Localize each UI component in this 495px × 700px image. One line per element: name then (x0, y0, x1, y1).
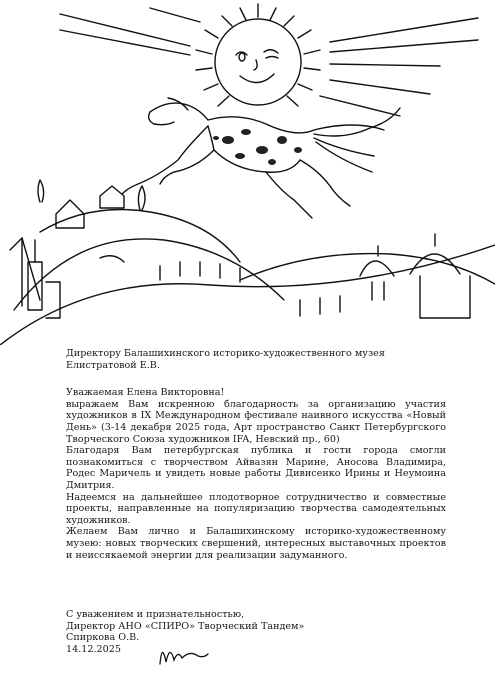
naive-art-header-illustration (0, 0, 495, 345)
village-houses-icon (38, 180, 145, 262)
winking-sun-icon (60, 4, 478, 116)
addressee-line: Директору Балашихинского историко-художественного музея (66, 348, 385, 359)
closing-phrase: С уважением и признательностью, (66, 609, 245, 620)
fence-lines (160, 262, 340, 316)
signatory-name: Спиркова О.В. (66, 632, 140, 644)
letter-body (66, 348, 446, 561)
greeting: Уважаемая Елена Викторовна! (66, 387, 225, 399)
rolling-hills (0, 210, 495, 346)
paragraph-gratitude: выражаем Вам искренною благодарность за организацию участия художников в IX Международном фестивале наивного искусства «Новый День» (3-14 декабря 2025 года, Арт пространство Санкт Петербургского Творческого Союза художников IFA, Невский пр., 60) (66, 398, 446, 445)
letter-date: 14.12.2025 (66, 643, 121, 655)
closing-block (66, 609, 446, 655)
paragraph-wishes: Желаем Вам лично и Балашихинскому историко-художественному музею: новых творческих свершений, интересных выставочных проектов и неиссякаемой энергии для реализации задуманного. (66, 526, 446, 561)
handwritten-signature (152, 638, 212, 670)
paragraph-cooperation: Надеемся на дальнейшее плодотворное сотрудничество и совместные проекты, направленные на популяризацию творчества самодеятельных художников. (66, 491, 446, 526)
paragraph-artists: Благодаря Вам петербургская публика и гости города смогли познакомиться с творчеством Айвазян Марине, Аносова Владимира, Родес Маричель и увидеть новые работы Дивисенко Ирины и Неумоина Дмитрия. (66, 445, 446, 491)
addressee-line: Елистратовой Е.В. (66, 359, 160, 371)
signatory-title: Директор АНО «СПИРО» Творческий Тандем» (66, 620, 305, 632)
galloping-horse-icon (122, 98, 400, 218)
addressee-block (66, 348, 446, 371)
